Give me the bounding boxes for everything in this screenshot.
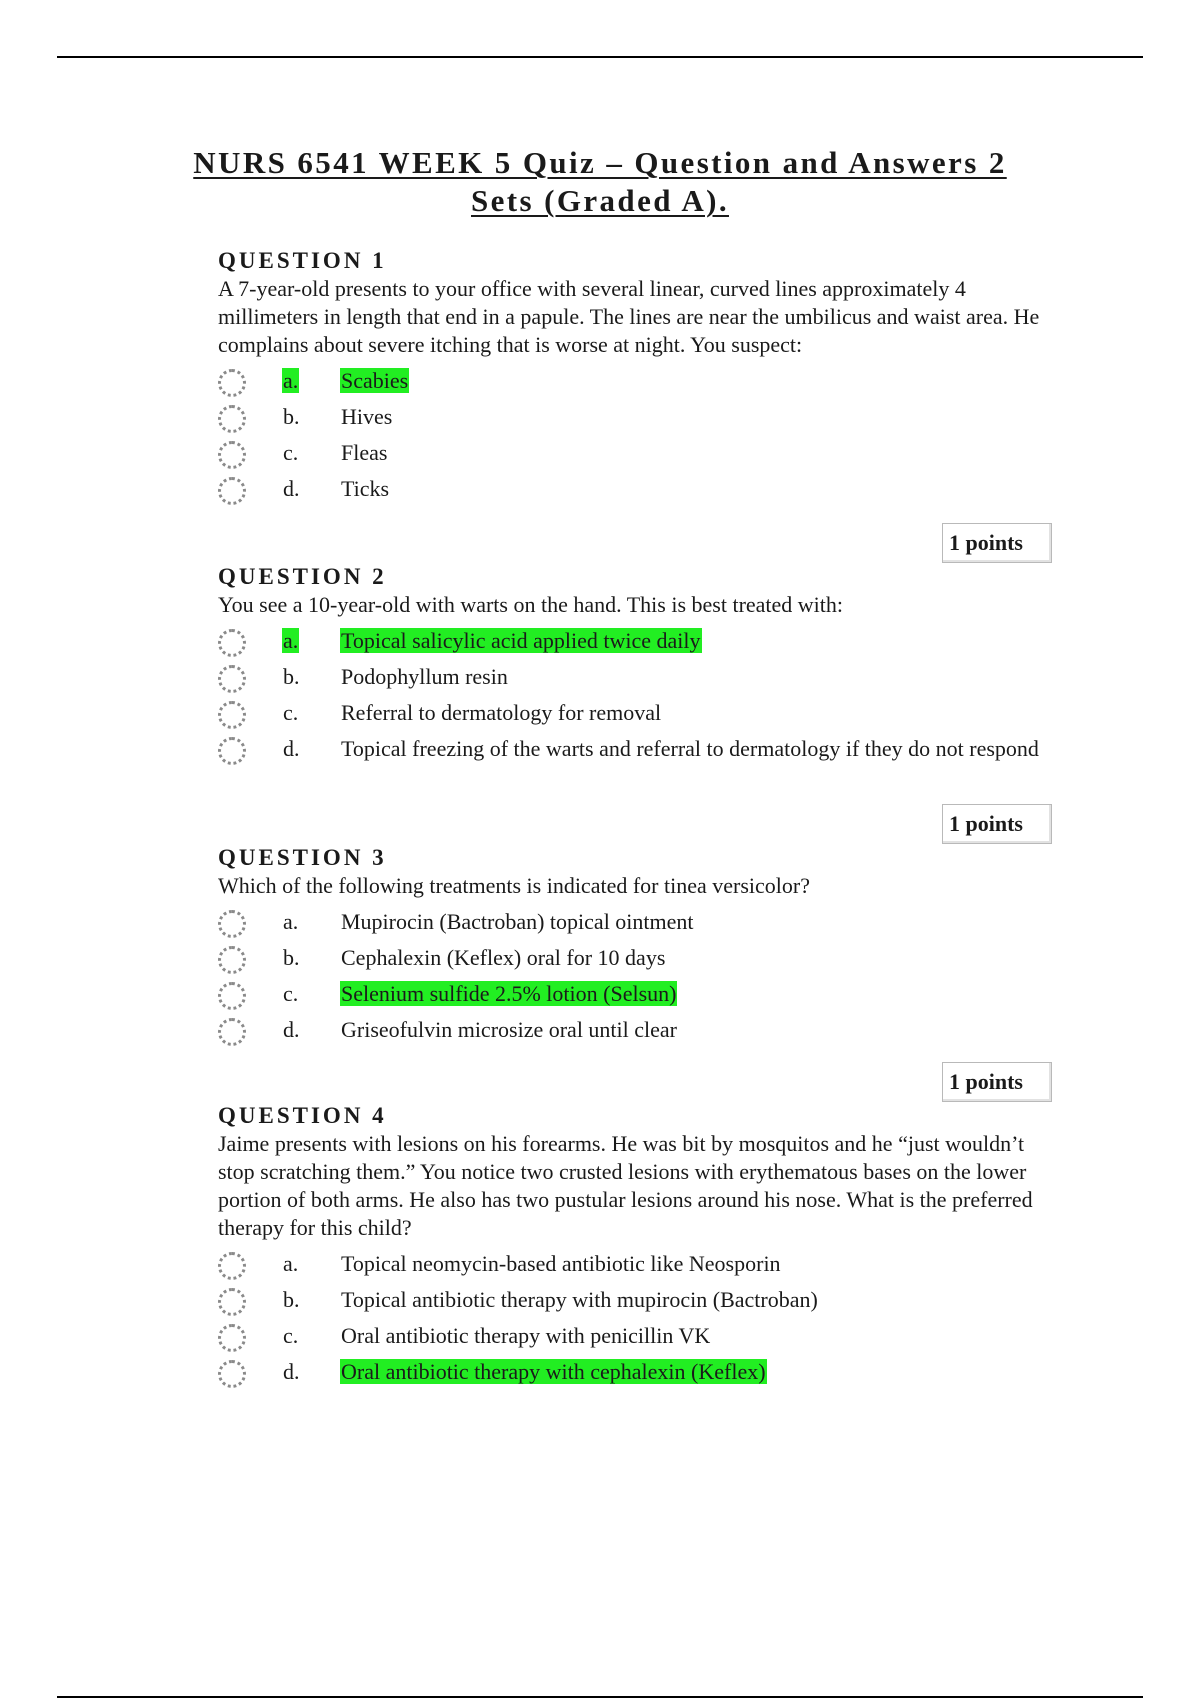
title-line-2: Sets (Graded A). [471, 183, 729, 218]
option-letter: c. [283, 1323, 299, 1348]
question-2 [218, 563, 1058, 771]
option-d [218, 1358, 1058, 1394]
option-text: Scabies [341, 368, 409, 393]
question-heading: QUESTION 2 [218, 564, 387, 589]
radio-button-a[interactable] [218, 1252, 246, 1280]
question-text: A 7-year-old presents to your office with several linear, curved lines approximately 4 millimeters in length that end in a papule. The lines are near the umbilicus and waist area. He complains about severe itching that is worse at night. You suspect: [218, 276, 1040, 357]
option-text: Selenium sulfide 2.5% lotion (Selsun) [341, 981, 677, 1006]
option-letter: d. [283, 476, 300, 501]
question-3 [218, 844, 1058, 1052]
option-c [218, 980, 1058, 1016]
radio-button-a[interactable] [218, 369, 246, 397]
option-d [218, 475, 1058, 511]
top-rule [57, 56, 1143, 58]
radio-button-a[interactable] [218, 910, 246, 938]
question-4 [218, 1102, 1058, 1394]
question-heading: QUESTION 1 [218, 248, 387, 273]
question-heading: QUESTION 4 [218, 1103, 387, 1128]
option-text: Fleas [341, 440, 388, 465]
option-text: Topical salicylic acid applied twice daily [341, 628, 701, 653]
option-text: Referral to dermatology for removal [341, 700, 662, 725]
option-b [218, 944, 1058, 980]
option-letter: a. [283, 1251, 299, 1276]
option-text: Oral antibiotic therapy with cephalexin (Keflex) [341, 1359, 766, 1384]
option-b [218, 1286, 1058, 1322]
radio-button-b[interactable] [218, 405, 246, 433]
option-letter: b. [283, 404, 300, 429]
points-badge: 1 points [942, 804, 1052, 844]
question-1 [218, 247, 1058, 511]
question-heading: QUESTION 3 [218, 845, 387, 870]
option-letter: d. [283, 736, 300, 761]
option-letter: b. [283, 664, 300, 689]
title-line-1: NURS 6541 WEEK 5 Quiz – Question and Answers 2 [193, 145, 1007, 180]
option-d [218, 735, 1058, 771]
radio-button-b[interactable] [218, 665, 246, 693]
radio-button-b[interactable] [218, 946, 246, 974]
option-text: Cephalexin (Keflex) oral for 10 days [341, 945, 666, 970]
option-d [218, 1016, 1058, 1052]
option-letter: a. [283, 628, 299, 653]
option-letter: d. [283, 1017, 300, 1042]
option-letter: b. [283, 945, 300, 970]
option-text: Mupirocin (Bactroban) topical ointment [341, 909, 694, 934]
radio-button-b[interactable] [218, 1288, 246, 1316]
option-c [218, 1322, 1058, 1358]
option-letter: a. [283, 368, 299, 393]
radio-button-c[interactable] [218, 1324, 246, 1352]
option-c [218, 439, 1058, 475]
question-text: You see a 10-year-old with warts on the hand. This is best treated with: [218, 592, 844, 617]
bottom-rule [57, 1696, 1143, 1698]
option-letter: a. [283, 909, 299, 934]
option-a [218, 627, 1058, 663]
document-title [150, 144, 1050, 220]
radio-button-d[interactable] [218, 737, 246, 765]
option-letter: c. [283, 700, 299, 725]
option-text: Oral antibiotic therapy with penicillin VK [341, 1323, 711, 1348]
radio-button-c[interactable] [218, 701, 246, 729]
radio-button-c[interactable] [218, 982, 246, 1010]
answer-options [218, 627, 1058, 771]
option-text: Hives [341, 404, 393, 429]
option-text: Ticks [341, 476, 390, 501]
radio-button-d[interactable] [218, 1018, 246, 1046]
option-b [218, 403, 1058, 439]
option-text: Topical antibiotic therapy with mupirocin (Bactroban) [341, 1287, 818, 1312]
option-c [218, 699, 1058, 735]
option-text: Topical neomycin-based antibiotic like Neosporin [341, 1251, 781, 1276]
radio-button-c[interactable] [218, 441, 246, 469]
question-text: Jaime presents with lesions on his forearms. He was bit by mosquitos and he “just wouldn’t stop scratching them.” You notice two crusted lesions with erythematous bases on the lower portion of both arms. He also has two pustular lesions around his nose. What is the preferred therapy for this child? [218, 1131, 1033, 1240]
points-badge: 1 points [942, 523, 1052, 563]
option-text: Topical freezing of the warts and referral to dermatology if they do not respond [341, 736, 1039, 761]
option-letter: b. [283, 1287, 300, 1312]
answer-options [218, 908, 1058, 1052]
answer-options [218, 1250, 1058, 1394]
option-a [218, 367, 1058, 403]
answer-options [218, 367, 1058, 511]
radio-button-d[interactable] [218, 477, 246, 505]
option-letter: d. [283, 1359, 300, 1384]
radio-button-d[interactable] [218, 1360, 246, 1388]
option-text: Podophyllum resin [341, 664, 508, 689]
radio-button-a[interactable] [218, 629, 246, 657]
option-a [218, 908, 1058, 944]
option-a [218, 1250, 1058, 1286]
points-badge: 1 points [942, 1062, 1052, 1102]
question-text: Which of the following treatments is indicated for tinea versicolor? [218, 873, 810, 898]
option-letter: c. [283, 981, 299, 1006]
option-letter: c. [283, 440, 299, 465]
option-b [218, 663, 1058, 699]
option-text: Griseofulvin microsize oral until clear [341, 1017, 677, 1042]
